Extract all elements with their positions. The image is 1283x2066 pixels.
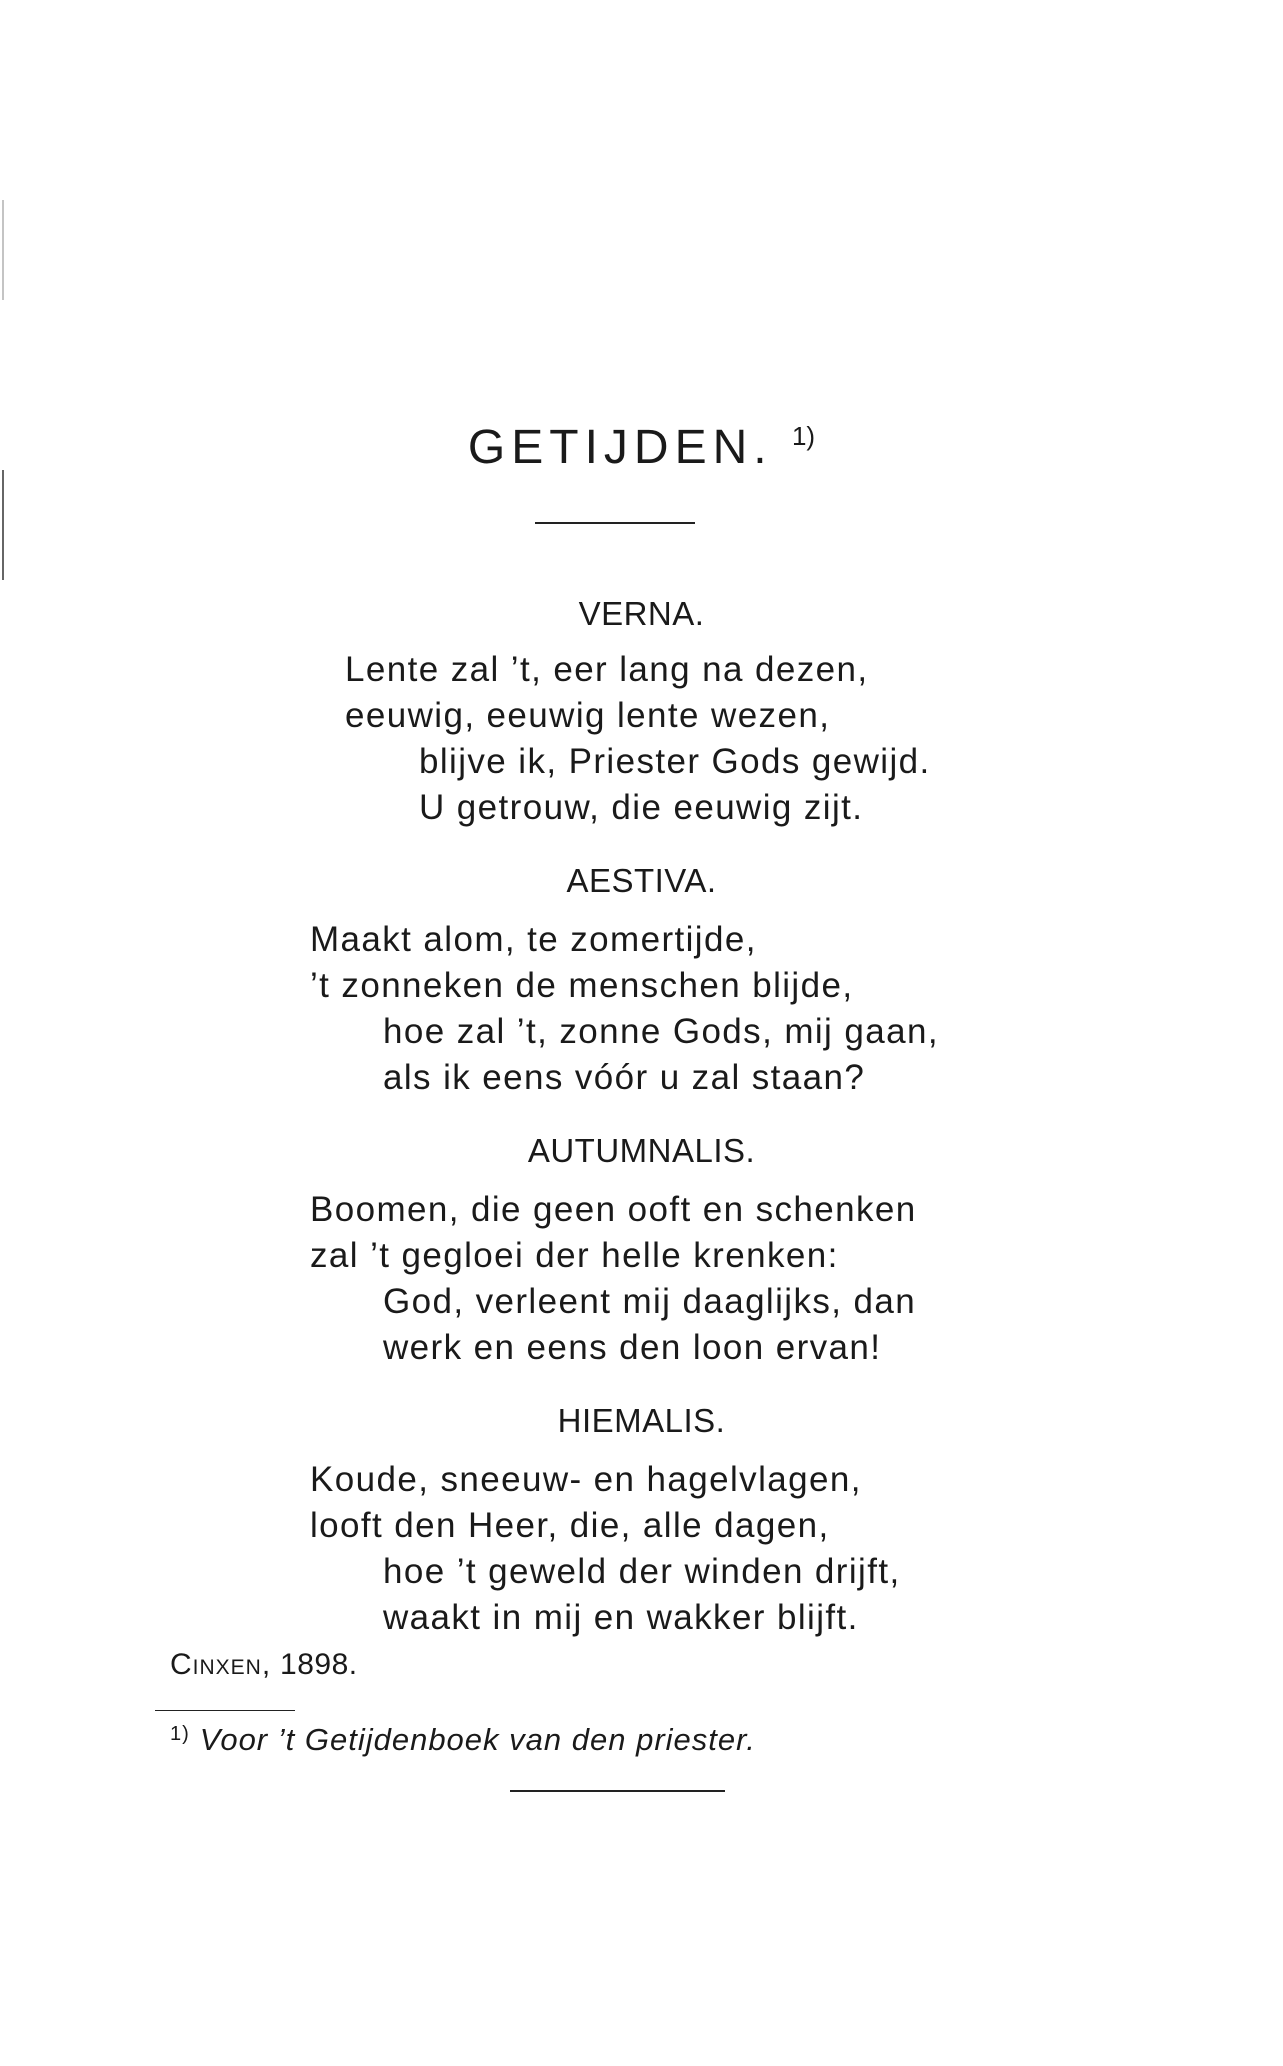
verse-line: als ik eens vóór u zal staan? xyxy=(383,1058,866,1097)
scan-mark xyxy=(2,470,4,580)
place-date xyxy=(170,1648,358,1682)
poem-title xyxy=(0,420,1283,475)
stanza-heading-autumnalis: AUTUMNALIS. xyxy=(527,1132,756,1169)
verse-line: ’t zonneken de menschen blijde, xyxy=(310,966,854,1005)
poem-title-text: GETIJDEN. xyxy=(467,421,773,474)
verse-line: Koude, sneeuw- en hagelvlagen, xyxy=(310,1460,862,1499)
footnote xyxy=(170,1722,756,1758)
footnote-mark: 1) xyxy=(170,1723,190,1745)
title-rule xyxy=(535,522,695,524)
verse-line: hoe ’t geweld der winden drijft, xyxy=(383,1552,901,1591)
verse-line: waakt in mij en wakker blijft. xyxy=(383,1598,859,1637)
footnote-reference: 1) xyxy=(791,421,816,451)
verse-line: God, verleent mij daaglijks, dan xyxy=(383,1282,917,1321)
verse-line: eeuwig, eeuwig lente wezen, xyxy=(345,696,831,735)
verse-line: zal ’t gegloei der helle krenken: xyxy=(310,1236,839,1275)
verse-line: looft den Heer, die, alle dagen, xyxy=(310,1506,830,1545)
verse-line: Maakt alom, te zomertijde, xyxy=(310,920,757,959)
year: 1898. xyxy=(280,1648,358,1681)
verse-line: Boomen, die geen ooft en schenken xyxy=(310,1190,917,1229)
end-rule xyxy=(510,1790,725,1792)
scan-mark xyxy=(2,200,4,300)
footnote-text: Voor ’t Getijdenboek van den priester. xyxy=(199,1722,756,1757)
verse-line: blijve ik, Priester Gods gewijd. xyxy=(419,742,931,781)
stanza-heading-hiemalis: HIEMALIS. xyxy=(557,1402,726,1439)
verse-line: hoe zal ’t, zonne Gods, mij gaan, xyxy=(383,1012,939,1051)
verse-line: U getrouw, die eeuwig zijt. xyxy=(419,788,864,827)
place-name: Cinxen, xyxy=(170,1648,272,1681)
footnote-rule xyxy=(155,1710,295,1711)
verse-line: Lente zal ’t, eer lang na dezen, xyxy=(345,650,869,689)
stanza-heading-aestiva: AESTIVA. xyxy=(566,862,717,899)
verse-line: werk en eens den loon ervan! xyxy=(383,1328,882,1367)
stanza-heading-verna: VERNA. xyxy=(578,595,705,632)
